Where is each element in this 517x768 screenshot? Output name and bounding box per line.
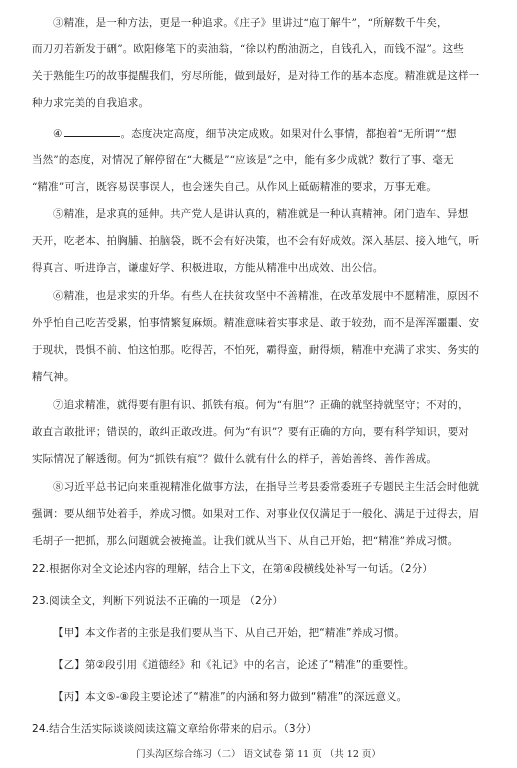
p4-number: ④: [53, 128, 63, 140]
p6-line-3: 于现状，畏惧不前、怕这怕那。吃得苦，不怕死，霸得蛮，耐得烦，精准中充满了求实、务实的: [32, 344, 480, 356]
option-bing: 【丙】本文⑤-⑧段主要论述了“精准”的内涵和努力做到“精准”的深远意义。: [53, 691, 408, 703]
question-23: 23.阅读全文，判断下列说法不正确的一项是 （2分）: [32, 595, 284, 607]
option-jia: 【甲】本文作者的主张是我们要从当下、从自己开始，把“精准”养成习惯。: [53, 627, 405, 639]
question-24: 24.结合生活实际谈谈阅读这篇文章给你带来的启示。（3分）: [32, 723, 317, 735]
p3-line-2: 而刀刃若新发于硎”。欧阳修笔下的卖油翁，“徐以杓酌油沥之，自钱孔入，而钱不湿”。这些: [32, 43, 464, 55]
p4-blank-line: [64, 126, 120, 137]
p5-line-3: 得真言、听进诤言，谦虚好学、积极进取，方能从精准中出成效、出公信。: [32, 262, 384, 274]
p5-line-1: ⑤精准，是求真的延伸。共产党人是讲认真的，精准就是一种认真精神。闭门造车、异想: [53, 208, 469, 220]
p6-line-1: ⑥精准，也是求实的升华。有些人在扶贫攻坚中不善精准，在改革发展中不愿精准，原因不: [53, 290, 479, 302]
p4-line-1: [53, 126, 457, 141]
page-footer: 门头沟区综合练习（二） 语文试卷 第 11 页 （共 12 页）: [136, 749, 381, 760]
p7-line-1: ⑦追求精准，就得要有胆有识、抓铁有痕。何为“有胆”？正确的就坚持就坚守；不对的，: [53, 399, 469, 411]
p8-line-1: ⑧习近平总书记向来重视精准化做事方法，在指导兰考县委常委班子专题民主生活会时他就: [53, 481, 479, 493]
p7-line-2: 敢直言敢批评；错误的，敢纠正敢改进。何为“有识”？要有正确的方向，要有科学知识，要对: [32, 426, 470, 438]
option-yi: 【乙】第②段引用《道德经》和《礼记》中的名言，论述了“精准”的重要性。: [53, 659, 415, 671]
p7-line-3: 实际情况了解透彻。何为“抓铁有痕”？做什么就有什么的样子，善始善终、善作善成。: [32, 453, 438, 465]
p8-line-2: 强调：要从细节处着手，养成习惯。如果对工作、对事业仅仅满足于一般化、满足于过得去，眉: [32, 508, 480, 520]
p3-line-1: ③精准，是一种方法，更是一种追求。《庄子》里讲过“庖丁解牛”，“所解数千牛矣，: [53, 17, 448, 29]
p3-line-3: 关于熟能生巧的故事提醒我们，穷尽所能，做到最好，是对待工作的基本态度。精准就是这样一: [32, 70, 480, 82]
p6-line-2: 外乎怕自己吃苦受累，怕事情繁复麻烦。精准意味着实事求是、敢于较劲，而不是浑浑噩噩、安: [32, 317, 480, 329]
p4-line-3: “精准”可言，既容易误事误人，也会迷失自己。从作风上砥砺精准的要求，万事无难。: [32, 181, 438, 193]
p4-line-1-text: 。态度决定高度，细节决定成败。如果对什么事情，都抱着“无所谓”“想: [120, 128, 457, 140]
p4-line-2: 当然”的态度，对情况了解停留在“大概是”“应该是”之中，能有多少成就？数行了事、毫无: [32, 154, 454, 166]
question-22: 22.根据你对全文论述内容的理解，结合上下文，在第④段横线处补写一句话。（2分）: [32, 563, 434, 575]
p8-line-3: 毛胡子一把抓，那么问题就会被掩盖。让我们就从当下、从自己开始，把“精准”养成习惯。: [32, 535, 459, 547]
p5-line-2: 天开，吃老本、拍胸脯、拍脑袋，既不会有好决策，也不会有好成效。深入基层、接入地气，听: [32, 235, 480, 247]
p3-line-4: 种力求完美的自我追求。: [32, 97, 150, 109]
p6-line-4: 精气神。: [32, 371, 75, 383]
